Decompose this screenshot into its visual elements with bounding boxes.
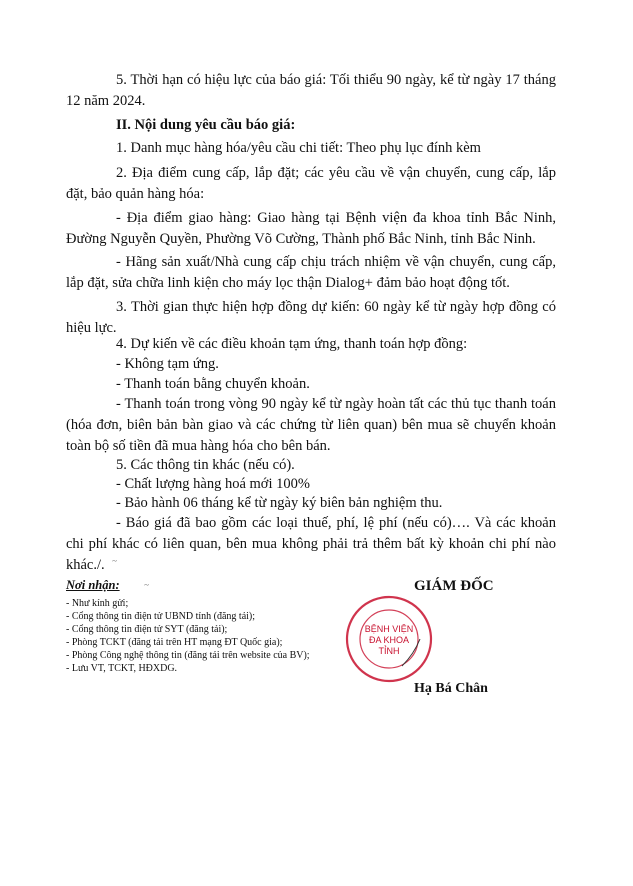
handwritten-initials-2: ~ [144,580,149,590]
recipient-item: - Cổng thông tin điện tử SYT (đăng tải); [66,624,228,635]
recipient-item: - Lưu VT, TCKT, HĐXDG. [66,663,178,674]
recipients-title: Nơi nhận: [66,578,120,592]
recipient-item: - Phòng TCKT (đăng tải trên HT mạng ĐT Quốc gia); [66,637,283,648]
payment-terms-heading: 4. Dự kiến về các điều khoản tạm ứng, thanh toán hợp đồng: [116,336,468,352]
bank-transfer-line: - Thanh toán bằng chuyển khoản. [116,376,310,392]
other-info-heading: 5. Các thông tin khác (nếu có). [116,457,295,473]
quality-line: - Chất lượng hàng hoá mới 100% [116,476,310,492]
handwritten-initials: ~ [112,556,117,566]
goods-list-item: 1. Danh mục hàng hóa/yêu cầu chi tiết: Theo phụ lục đính kèm [116,140,481,156]
recipient-item: - Phòng Công nghệ thông tin (đăng tải trên website của BV); [66,650,310,661]
quote-validity-paragraph: 5. Thời hạn có hiệu lực của báo giá: Tối thiểu 90 ngày, kể từ ngày 17 tháng 12 năm 2024. [66,72,556,109]
tax-inclusive-paragraph: - Báo giá đã bao gồm các loại thuế, phí, lệ phí (nếu có)…. Và các khoản chi phí khác có liên quan, bên mua không phải trả thêm bất kỳ khoản chi phí nào khác./. [66,515,556,573]
section-2-title: II. Nội dung yêu cầu báo giá: [116,117,296,133]
manufacturer-responsibility-paragraph: - Hãng sản xuất/Nhà cung cấp chịu trách nhiệm về vận chuyển, cung cấp, lắp đặt, sửa chữa linh kiện cho máy lọc thận Dialog+ đảm bảo hoạt động tốt. [66,254,556,291]
no-advance-line: - Không tạm ứng. [116,356,219,372]
payment-schedule-paragraph: - Thanh toán trong vòng 90 ngày kể từ ngày hoàn tất các thủ tục thanh toán (hóa đơn, biên bản bàn giao và các chứng từ liên quan) bên mua sẽ chuyển khoản toàn bộ số tiền đã mua hàng hóa cho bên bán. [66,396,556,454]
recipients-title-block [66,578,149,593]
seal-text-line2: ĐA KHOA [368,635,410,645]
recipient-item: - Cổng thông tin điện tử UBND tỉnh (đăng tải); [66,611,256,622]
recipient-item: - Như kính gửi; [66,598,129,609]
delivery-requirements-paragraph: 2. Địa điểm cung cấp, lắp đặt; các yêu cầu về vận chuyển, cung cấp, lắp đặt, bảo quản hàng hóa: [66,165,556,202]
seal-text-line3: TỈNH [378,646,400,656]
seal-text-line1: BỆNH VIỆN [364,624,414,634]
warranty-line: - Bảo hành 06 tháng kể từ ngày ký biên bản nghiệm thu. [116,495,443,511]
hospital-seal [344,594,434,684]
director-name: Hạ Bá Chân [414,681,488,696]
contract-duration-paragraph: 3. Thời gian thực hiện hợp đồng dự kiến: 60 ngày kể từ ngày hợp đồng có hiệu lực. [66,299,556,336]
director-title: GIÁM ĐỐC [414,578,494,594]
delivery-location-paragraph: - Địa điểm giao hàng: Giao hàng tại Bệnh viện đa khoa tỉnh Bắc Ninh, Đường Nguyễn Quyền, Phường Võ Cường, Thành phố Bắc Ninh, tỉnh Bắc Ninh. [66,210,556,247]
